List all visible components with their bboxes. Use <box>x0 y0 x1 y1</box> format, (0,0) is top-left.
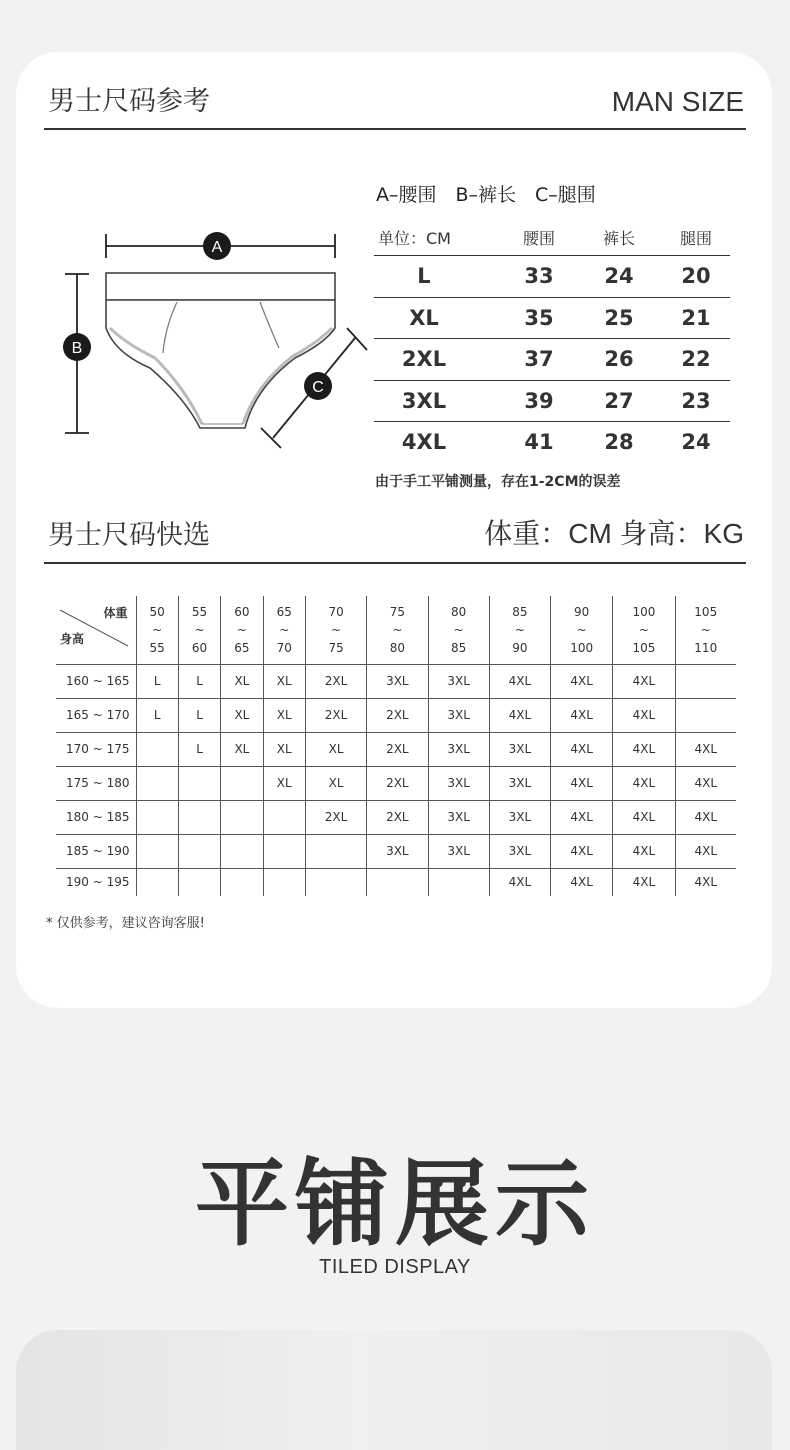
size-recommendation-cell: 3XL <box>367 664 428 698</box>
size-recommendation-cell <box>263 868 305 896</box>
size-recommendation-cell: 2XL <box>305 698 366 732</box>
height-row <box>56 834 736 868</box>
size-recommendation-cell: 2XL <box>367 698 428 732</box>
size-recommendation-cell: 3XL <box>489 732 550 766</box>
weight-range-to: 70 <box>276 640 292 655</box>
size-recommendation-cell: 4XL <box>551 800 613 834</box>
size-recommendation-cell: XL <box>263 698 305 732</box>
measurement-row <box>374 298 730 340</box>
dimension-a-label: A <box>211 239 223 256</box>
weight-range-to: 90 <box>512 640 528 655</box>
height-row <box>56 698 736 732</box>
leg-cell: 20 <box>681 264 711 288</box>
height-row <box>56 800 736 834</box>
weight-range-from: 85 <box>512 604 528 619</box>
size-recommendation-cell <box>263 834 305 868</box>
size-recommendation-cell: 4XL <box>613 766 675 800</box>
size-recommendation-cell: 4XL <box>675 868 736 896</box>
weight-range-to: 85 <box>451 640 467 655</box>
weight-range-header <box>367 596 428 664</box>
header-unit: 单位：CM <box>378 229 451 248</box>
reference-note: * 仅供参考，建议咨询客服! <box>46 916 205 931</box>
length-cell: 26 <box>604 347 634 371</box>
size-recommendation-cell <box>221 834 263 868</box>
size-cell: 4XL <box>401 430 447 454</box>
weight-range-from: 50 <box>149 604 165 619</box>
size-recommendation-cell: 4XL <box>675 732 736 766</box>
size-recommendation-cell <box>178 868 220 896</box>
size-recommendation-cell: 4XL <box>613 868 675 896</box>
size-cell: XL <box>409 305 439 330</box>
size-recommendation-cell: 2XL <box>367 732 428 766</box>
size-recommendation-cell: L <box>178 698 220 732</box>
height-range-cell: 185 ~ 190 <box>56 834 136 868</box>
size-recommendation-cell: L <box>136 664 178 698</box>
quick-select-title: 男士尺码快选 <box>48 520 210 551</box>
size-recommendation-cell <box>221 868 263 896</box>
quick-select-header <box>44 518 746 564</box>
weight-range-from: 90 <box>574 604 590 619</box>
quick-select-units: 体重：CM 身高：KG <box>484 518 744 549</box>
measure-note: 由于手工平铺测量，存在1-2CM的误差 <box>375 474 621 490</box>
measurement-row <box>374 381 730 423</box>
weight-range-from: 55 <box>191 604 208 619</box>
size-recommendation-cell <box>136 868 178 896</box>
size-recommendation-cell: L <box>178 664 220 698</box>
length-cell: 27 <box>604 388 634 413</box>
size-recommendation-cell <box>136 766 178 800</box>
weight-range-from: 100 <box>632 604 656 619</box>
size-recommendation-cell: XL <box>263 766 305 800</box>
size-recommendation-cell <box>136 732 178 766</box>
measurement-row <box>374 339 730 381</box>
height-range-cell: 190 ~ 195 <box>56 868 136 896</box>
height-row <box>56 664 736 698</box>
size-recommendation-cell <box>221 766 263 800</box>
size-recommendation-cell: 2XL <box>367 800 428 834</box>
size-recommendation-cell: XL <box>221 664 263 698</box>
waist-cell: 35 <box>524 305 554 330</box>
size-recommendation-cell <box>305 868 366 896</box>
length-cell: 28 <box>604 430 634 454</box>
size-recommendation-cell <box>367 868 428 896</box>
weight-range-header <box>675 596 736 664</box>
display-subtitle: TILED DISPLAY <box>319 1256 471 1278</box>
size-recommendation-cell: 3XL <box>428 766 489 800</box>
size-recommendation-cell: 4XL <box>613 732 675 766</box>
display-title: 平铺展示 <box>194 1150 595 1259</box>
measure-legend: A–腰围 B–裤长 C–腿围 <box>376 184 596 206</box>
corner-weight-label: 体重 <box>103 606 128 620</box>
measurement-header-row <box>374 222 730 256</box>
weight-range-from: 80 <box>451 604 467 619</box>
size-cell: 3XL <box>401 388 447 413</box>
height-range-cell: 170 ~ 175 <box>56 732 136 766</box>
weight-range-from: 60 <box>234 604 250 619</box>
corner-height-label: 身高 <box>60 631 85 646</box>
waist-cell: 37 <box>524 347 554 371</box>
size-recommendation-cell: 4XL <box>613 800 675 834</box>
waist-cell: 39 <box>524 388 554 413</box>
size-recommendation-cell: 4XL <box>551 868 613 896</box>
weight-range-header <box>613 596 675 664</box>
size-recommendation-cell <box>428 868 489 896</box>
size-recommendation-cell: 3XL <box>428 800 489 834</box>
waist-cell: 33 <box>524 264 554 288</box>
size-recommendation-cell: 2XL <box>305 664 366 698</box>
leg-cell: 23 <box>681 388 711 413</box>
size-recommendation-cell: 2XL <box>367 766 428 800</box>
weight-range-header <box>428 596 489 664</box>
leg-cell: 21 <box>681 305 711 330</box>
size-recommendation-cell: XL <box>263 732 305 766</box>
dimension-b-label: B <box>71 340 83 357</box>
size-recommendation-cell: 4XL <box>675 766 736 800</box>
size-recommendation-cell: 4XL <box>551 766 613 800</box>
size-recommendation-cell <box>263 800 305 834</box>
measurement-row <box>374 256 730 298</box>
size-recommendation-cell: 3XL <box>428 732 489 766</box>
size-recommendation-cell: 3XL <box>367 834 428 868</box>
weight-range-header <box>489 596 550 664</box>
size-recommendation-cell <box>221 800 263 834</box>
size-reference-header <box>44 86 746 130</box>
weight-range-sep: ~ <box>576 622 587 637</box>
weight-range-header <box>263 596 305 664</box>
weight-range-sep: ~ <box>194 622 205 637</box>
size-recommendation-cell: L <box>136 698 178 732</box>
leg-cell: 22 <box>681 347 711 371</box>
header-waist: 腰围 <box>522 229 555 248</box>
measurement-table <box>374 222 730 464</box>
quick-size-table <box>56 596 736 896</box>
weight-header-row <box>56 596 736 664</box>
height-range-cell: 180 ~ 185 <box>56 800 136 834</box>
size-recommendation-cell <box>675 698 736 732</box>
weight-range-header <box>221 596 263 664</box>
size-recommendation-cell: 3XL <box>489 800 550 834</box>
size-recommendation-cell: XL <box>221 732 263 766</box>
weight-range-to: 55 <box>149 640 165 655</box>
height-row <box>56 868 736 896</box>
length-cell: 25 <box>604 305 634 330</box>
weight-range-to: 100 <box>570 640 594 655</box>
size-cell: 2XL <box>401 347 447 371</box>
height-range-cell: 160 ~ 165 <box>56 664 136 698</box>
size-reference-title: 男士尺码参考 <box>48 86 210 117</box>
size-recommendation-cell: 4XL <box>551 732 613 766</box>
product-photo-card <box>16 1330 772 1450</box>
weight-range-header <box>551 596 613 664</box>
size-recommendation-cell: 4XL <box>613 834 675 868</box>
height-row <box>56 732 736 766</box>
size-recommendation-cell <box>178 766 220 800</box>
weight-range-sep: ~ <box>392 622 403 637</box>
weight-range-to: 65 <box>234 640 250 655</box>
size-recommendation-cell: 4XL <box>489 868 550 896</box>
size-recommendation-cell: 3XL <box>489 834 550 868</box>
size-recommendation-cell <box>136 800 178 834</box>
weight-range-to: 80 <box>389 640 405 655</box>
weight-range-sep: ~ <box>638 622 649 637</box>
size-recommendation-cell: XL <box>305 766 366 800</box>
weight-range-sep: ~ <box>152 622 163 637</box>
waist-cell: 41 <box>524 430 554 454</box>
corner-cell <box>56 596 136 664</box>
weight-range-to: 105 <box>632 640 656 655</box>
size-recommendation-cell: 4XL <box>551 664 613 698</box>
weight-range-sep: ~ <box>331 622 342 637</box>
size-recommendation-cell: 4XL <box>489 698 550 732</box>
size-recommendation-cell: 4XL <box>675 834 736 868</box>
weight-range-header <box>136 596 178 664</box>
size-recommendation-cell: 4XL <box>675 800 736 834</box>
size-recommendation-cell: 4XL <box>613 664 675 698</box>
size-recommendation-cell: 4XL <box>551 698 613 732</box>
size-recommendation-cell: 4XL <box>613 698 675 732</box>
weight-range-sep: ~ <box>279 622 290 637</box>
size-recommendation-cell <box>136 834 178 868</box>
length-cell: 24 <box>604 264 634 288</box>
size-recommendation-cell: 3XL <box>428 834 489 868</box>
weight-range-header <box>305 596 366 664</box>
weight-range-sep: ~ <box>236 622 247 637</box>
dimension-c-label: C <box>312 379 324 396</box>
weight-range-to: 75 <box>328 640 344 655</box>
height-row <box>56 766 736 800</box>
size-recommendation-cell: 4XL <box>489 664 550 698</box>
size-recommendation-cell: 3XL <box>428 664 489 698</box>
size-recommendation-cell: XL <box>221 698 263 732</box>
size-recommendation-cell: 3XL <box>428 698 489 732</box>
size-reference-title-en: MAN SIZE <box>611 86 744 117</box>
weight-range-from: 65 <box>276 604 292 619</box>
size-recommendation-cell <box>178 834 220 868</box>
weight-range-from: 105 <box>694 604 718 619</box>
weight-range-to: 110 <box>694 640 718 655</box>
measurement-row <box>374 422 730 464</box>
size-cell: L <box>417 264 431 288</box>
size-recommendation-cell <box>675 664 736 698</box>
weight-range-header <box>178 596 220 664</box>
size-recommendation-cell: 4XL <box>551 834 613 868</box>
weight-range-sep: ~ <box>700 622 711 637</box>
weight-range-to: 60 <box>191 640 208 655</box>
weight-range-from: 70 <box>328 604 344 619</box>
size-recommendation-cell: 2XL <box>305 800 366 834</box>
size-recommendation-cell: XL <box>263 664 305 698</box>
weight-range-from: 75 <box>389 604 405 619</box>
weight-range-sep: ~ <box>453 622 464 637</box>
header-length: 裤长 <box>602 229 635 248</box>
briefs-diagram <box>55 228 375 458</box>
size-recommendation-cell <box>305 834 366 868</box>
height-range-cell: 165 ~ 170 <box>56 698 136 732</box>
height-range-cell: 175 ~ 180 <box>56 766 136 800</box>
header-leg: 腿围 <box>679 229 712 248</box>
size-recommendation-cell: L <box>178 732 220 766</box>
size-recommendation-cell: XL <box>305 732 366 766</box>
leg-cell: 24 <box>681 430 711 454</box>
weight-range-sep: ~ <box>514 622 525 637</box>
size-recommendation-cell: 3XL <box>489 766 550 800</box>
size-recommendation-cell <box>178 800 220 834</box>
